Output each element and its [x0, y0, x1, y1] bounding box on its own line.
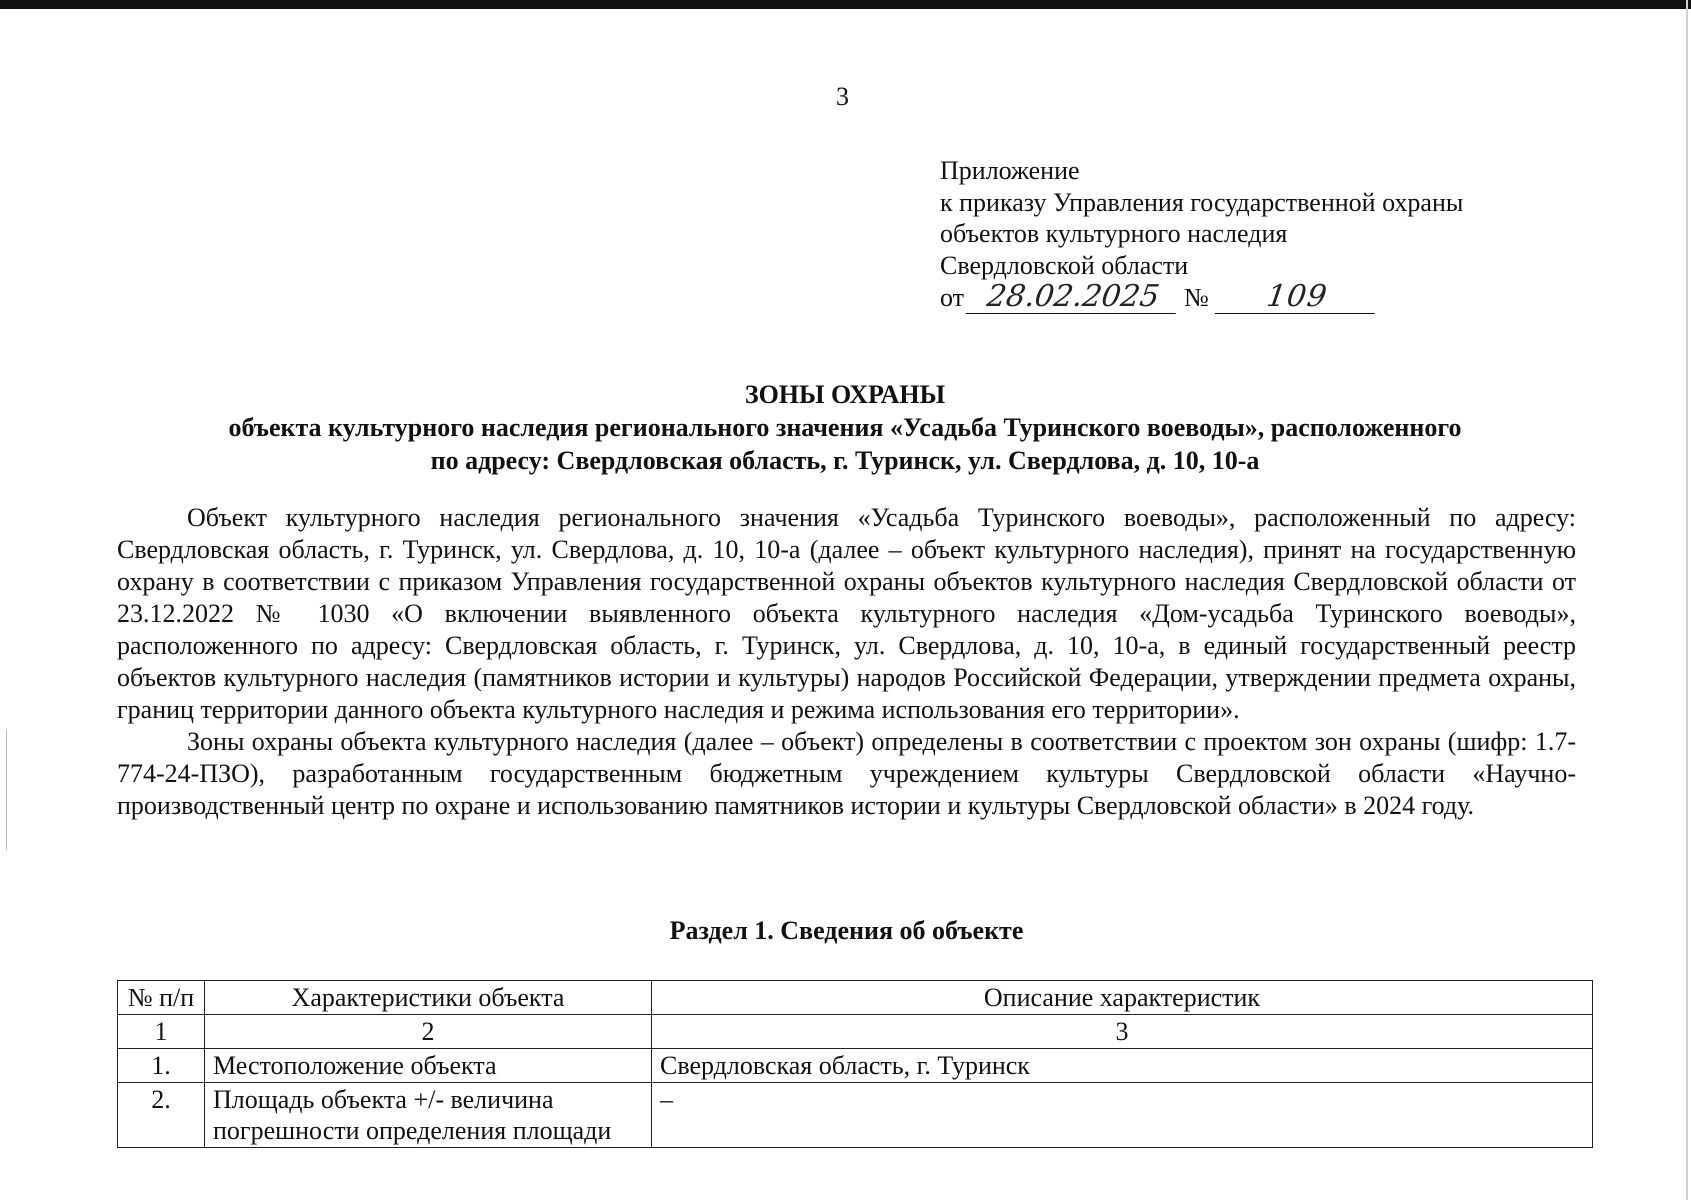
from-label: от: [940, 283, 965, 312]
title-line-1: ЗОНЫ ОХРАНЫ: [744, 380, 946, 409]
table-numbering-row: [118, 1015, 1593, 1049]
numbering-cell-3: 3: [652, 1015, 1593, 1049]
appendix-block: [940, 155, 1463, 314]
header-cell-characteristic: Характеристики объекта: [205, 981, 652, 1015]
header-cell-number: № п/п: [118, 981, 205, 1015]
row-number: 2.: [118, 1083, 205, 1148]
scan-left-mark: [6, 730, 7, 850]
appendix-line-4: Свердловской области: [940, 250, 1189, 280]
page-number: 3: [836, 82, 849, 111]
paragraph-1: Объект культурного наследия регионального значения «Усадьба Туринского воеводы», расположенный по адресу: Свердловская область, г. Туринск, ул. Свердлова, д. 10, 10-а (далее – объект культурного наследия), принят на государственную охрану в соответствии с приказом Управления государственной охраны объектов культурного наследия Свердловской области от 23.12.2022 № 1030 «О включении выявленного объекта культурного наследия «Дом-усадьба Туринского воеводы», расположенного по адресу: Свердловская область, г. Туринск, ул. Свердлова, д. 10, 10-а, в единый государственный реестр объектов культурного наследия (памятников истории и культуры) народов Российской Федерации, утверждении предмета охраны, границ территории данного объекта культурного наследия и режима использования его территории».: [117, 503, 1576, 724]
table-header-row: [118, 981, 1593, 1015]
body-text: [117, 502, 1576, 822]
table-row: [118, 1083, 1593, 1148]
numbering-cell-1: 1: [118, 1015, 205, 1049]
object-info-table: [117, 980, 1593, 1148]
title-line-2: объекта культурного наследия регионального значения «Усадьба Туринского воеводы», расположенного: [228, 413, 1462, 442]
table-row: [118, 1049, 1593, 1083]
appendix-line-2: к приказу Управления государственной охраны: [940, 187, 1464, 217]
document-title: [150, 378, 1540, 477]
scan-top-border: [0, 0, 1691, 9]
row-number: 1.: [118, 1049, 205, 1083]
appendix-line-1: Приложение: [940, 156, 1080, 185]
row-description: –: [652, 1083, 1593, 1148]
numbering-cell-2: 2: [205, 1015, 652, 1049]
handwritten-number: 109: [1215, 281, 1380, 314]
row-characteristic: Местоположение объекта: [205, 1049, 652, 1083]
row-characteristic: Площадь объекта +/- величина погрешности определения площади: [205, 1083, 652, 1148]
header-cell-description: Описание характеристик: [652, 981, 1593, 1015]
order-date-number-line: [940, 281, 1463, 314]
scan-right-edge: [1686, 0, 1688, 1200]
appendix-line-3: объектов культурного наследия: [940, 219, 1288, 248]
handwritten-date: 28.02.2025: [966, 281, 1181, 314]
title-line-3: по адресу: Свердловская область, г. Туринск, ул. Свердлова, д. 10, 10-а: [430, 446, 1260, 475]
paragraph-2: Зоны охраны объекта культурного наследия (далее – объект) определены в соответствии с проектом зон охраны (шифр: 1.7-774-24-ПЗО), разработанным государственным бюджетным учреждением культуры Свердловской области «Научно-производственный центр по охране и использованию памятников истории и культуры Свердловской области» в 2024 году.: [117, 727, 1576, 820]
number-label: №: [1184, 283, 1209, 312]
row-description: Свердловская область, г. Туринск: [652, 1049, 1593, 1083]
section-title: Раздел 1. Сведения об объекте: [669, 916, 1024, 945]
